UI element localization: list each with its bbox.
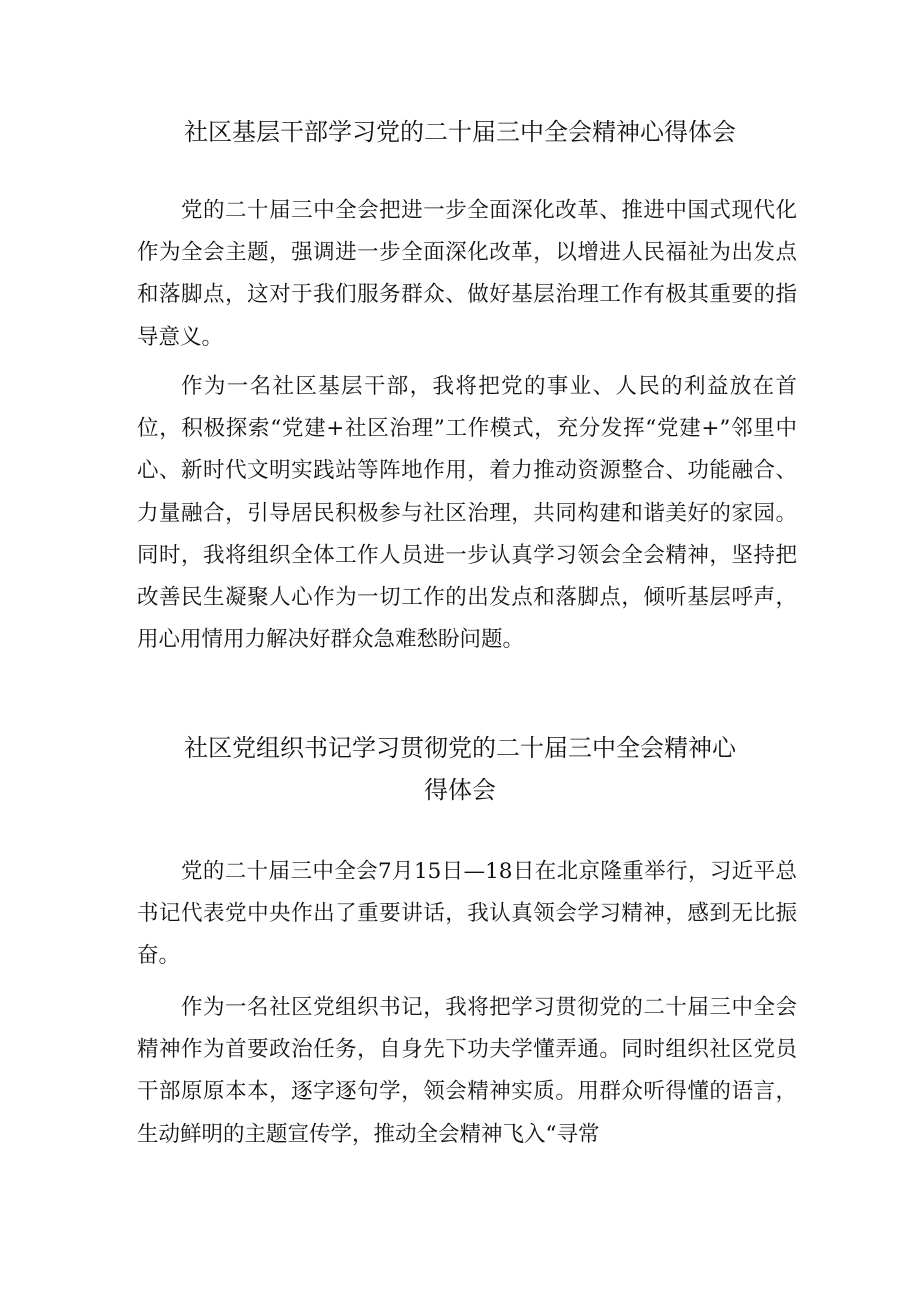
article-1-paragraph-1: 党的二十届三中全会把进一步全面深化改革、推进中国式现代化作为全会主题，强调进一步全面深化改革，以增进人民福祉为出发点和落脚点，这对于我们服务群众、做好基层治理工作有极其重要的指导意义。 <box>137 198 797 350</box>
article-2-title-line-2: 得体会 <box>424 776 496 804</box>
article-2-paragraph-2: 作为一名社区党组织书记，我将把学习贯彻党的二十届三中全会精神作为首要政治任务，自身先下功夫学懂弄通。同时组织社区党员干部原原本本，逐字逐句学，领会精神实质。用群众听得懂的语言，生动鲜明的主题宣传学，推动全会精神飞入“寻常 <box>137 995 797 1147</box>
article-1-paragraph-2: 作为一名社区基层干部，我将把党的事业、人民的利益放在首位，积极探索“党建+社区治理”工作模式，充分发挥“党建+”邻里中心、新时代文明实践站等阵地作用，着力推动资源整合、功能融合、力量融合，引导居民积极参与社区治理，共同构建和谐美好的家园。同时，我将组织全体工作人员进一步认真学习领会全会精神，坚持把改善民生凝聚人心作为一切工作的出发点和落脚点，倾听基层呼声，用心用情用力解决好群众急难愁盼问题。 <box>137 374 797 653</box>
article-1-title: 社区基层干部学习党的二十届三中全会精神心得体会 <box>184 118 736 146</box>
article-2-title-line-1: 社区党组织书记学习贯彻党的二十届三中全会精神心 <box>184 734 736 762</box>
article-2-paragraph-1: 党的二十届三中全会7月15日—18日在北京隆重举行，习近平总书记代表党中央作出了重要讲话，我认真领会学习精神，感到无比振奋。 <box>137 859 797 969</box>
